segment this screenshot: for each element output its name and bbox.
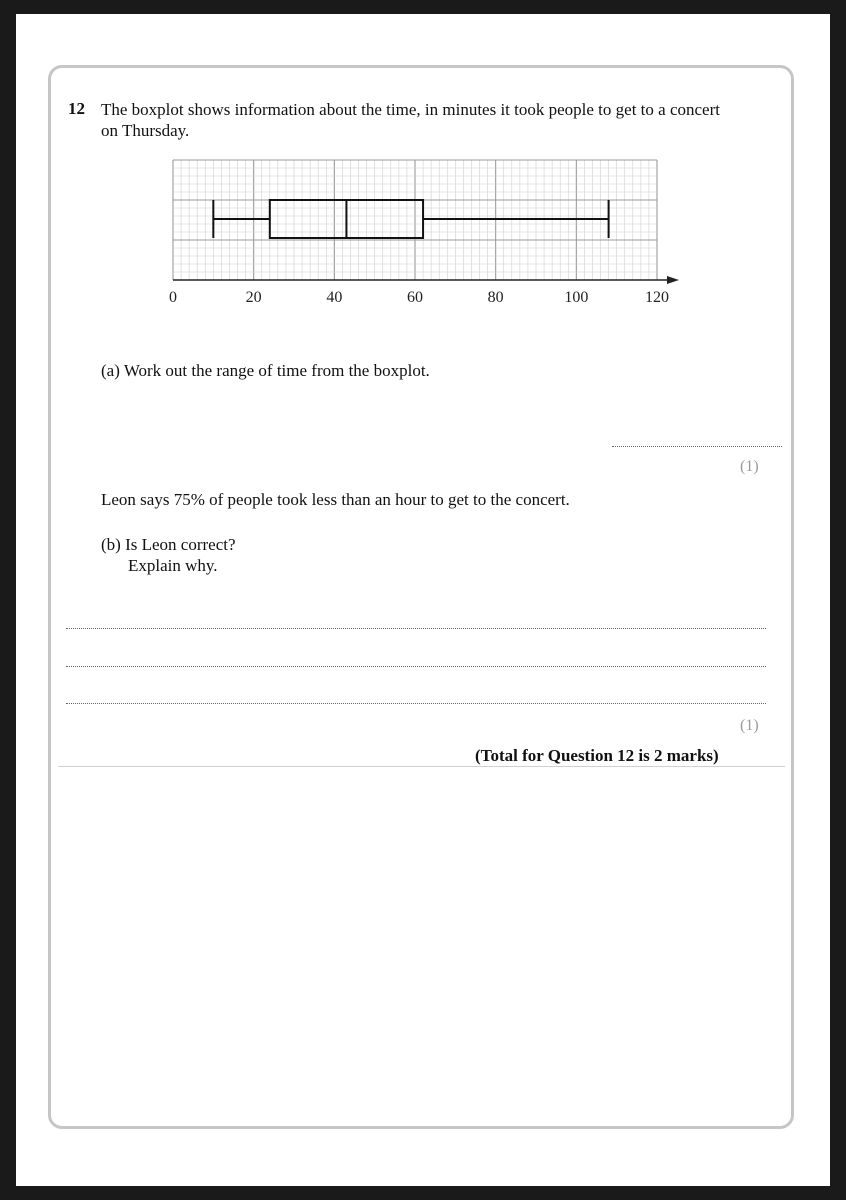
- part-a-label: (a): [101, 361, 120, 380]
- part-a-text: Work out the range of time from the boxplot.: [123, 361, 430, 380]
- x-tick-label: 20: [245, 289, 262, 306]
- part-b-line-1: Is Leon correct?: [125, 535, 236, 554]
- part-a-question: [101, 360, 430, 381]
- x-tick-label: 40: [326, 289, 343, 306]
- question-divider: [58, 766, 785, 767]
- x-tick-label: 120: [645, 289, 669, 306]
- x-tick-label: 100: [564, 289, 589, 306]
- question-stem-line-2: on Thursday.: [101, 121, 190, 140]
- boxplot-chart: [150, 150, 690, 310]
- question-number: 12: [68, 99, 85, 118]
- question-total: (Total for Question 12 is 2 marks): [475, 746, 719, 765]
- part-b-answer-line-3[interactable]: [66, 703, 766, 704]
- part-b-answer-line-2[interactable]: [66, 666, 766, 667]
- part-b-answer-line-1[interactable]: [66, 628, 766, 629]
- x-tick-label: 80: [487, 289, 504, 306]
- part-a-marks: (1): [740, 458, 759, 475]
- part-b-question: [101, 534, 236, 576]
- part-b-label: (b): [101, 535, 121, 554]
- leon-statement: Leon says 75% of people took less than an hour to get to the concert.: [101, 490, 570, 509]
- x-tick-label: 0: [169, 289, 177, 306]
- part-a-answer-line[interactable]: [612, 446, 782, 447]
- part-b-line-2: Explain why.: [128, 556, 218, 575]
- x-axis-arrow-icon: [667, 276, 679, 284]
- question-stem-line-1: The boxplot shows information about the time, in minutes it took people to get to a concert: [101, 100, 720, 119]
- part-b-marks: (1): [740, 717, 759, 734]
- question-stem: [101, 99, 781, 141]
- x-tick-label: 60: [407, 289, 423, 306]
